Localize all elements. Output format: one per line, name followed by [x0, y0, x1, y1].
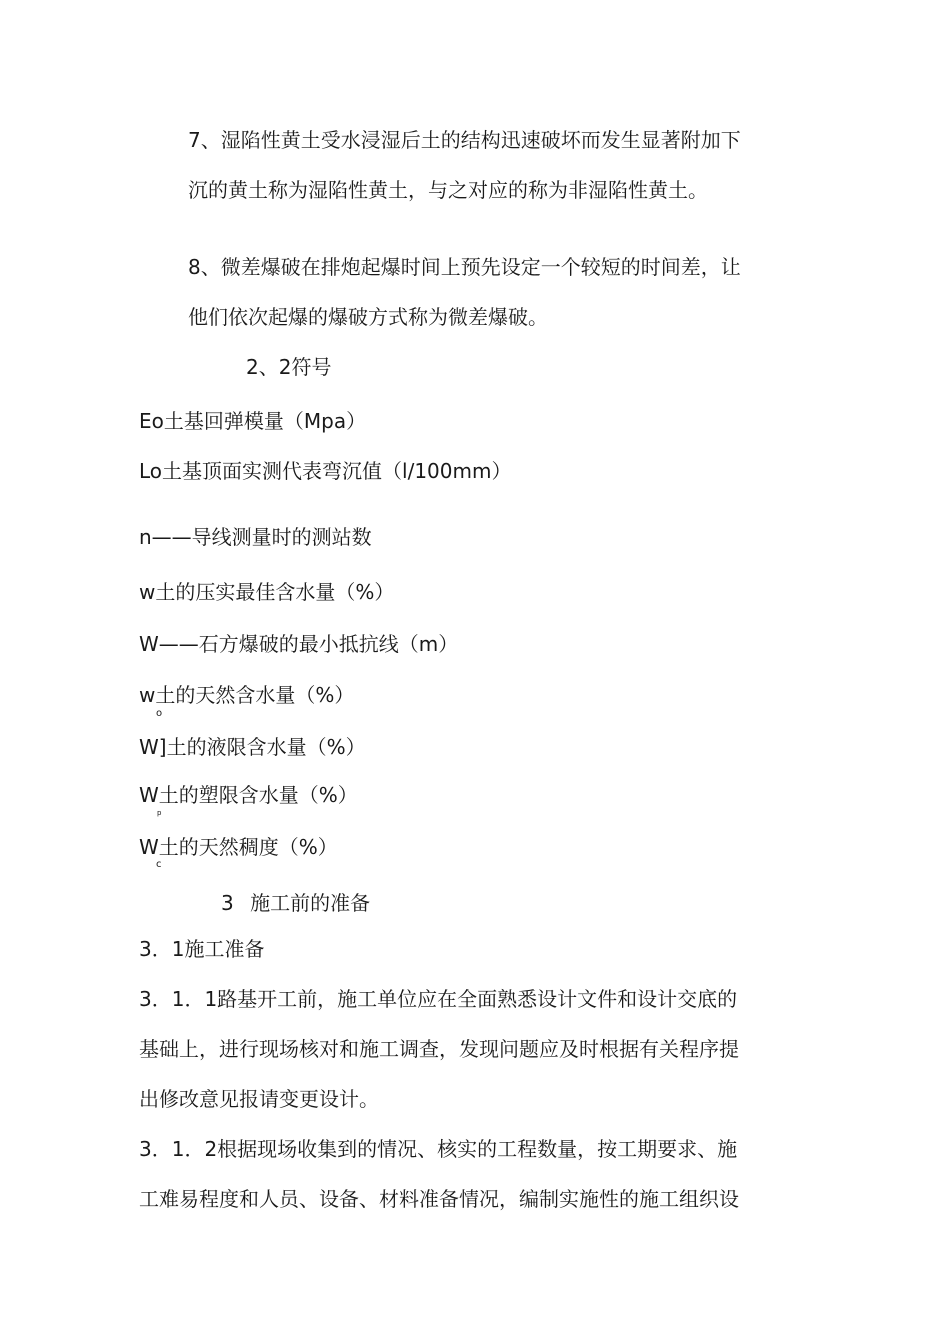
clause-3-1-2-line-2: 工难易程度和人员、设备、材料准备情况，编制实施性的施工组织设 — [139, 1187, 739, 1211]
clause-3-1-1-line-3: 出修改意见报请变更设计。 — [139, 1087, 379, 1111]
definition-8-line-2: 他们依次起爆的爆破方式称为微差爆破。 — [188, 305, 548, 329]
symbol-item-w-plastic: W土的塑限含水量（%） — [139, 783, 358, 807]
subscript-p: p — [157, 809, 162, 817]
definition-7-line-2: 沉的黄土称为湿陷性黄土，与之对应的称为非湿陷性黄土。 — [188, 178, 708, 202]
subscript-c: c — [156, 859, 162, 870]
definition-7-line-1: 7、湿陷性黄土受水浸湿后土的结构迅速破坏而发生显著附加下 — [188, 128, 741, 152]
symbol-item-w-natural: w土的天然含水量（%） — [139, 683, 355, 707]
symbol-item-eo: Eo土基回弹模量（Mpa） — [139, 409, 367, 433]
symbol-item-n: n——导线测量时的测站数 — [139, 525, 372, 549]
section-3-1-heading: 3．1施工准备 — [139, 937, 265, 961]
symbols-heading: 2、2符号 — [246, 355, 332, 379]
clause-3-1-1-line-1: 3．1．1路基开工前，施工单位应在全面熟悉设计文件和设计交底的 — [139, 987, 738, 1011]
definition-8-line-1: 8、微差爆破在排炮起爆时间上预先设定一个较短的时间差，让 — [188, 255, 741, 279]
clause-3-1-1-line-2: 基础上，进行现场核对和施工调查，发现问题应及时根据有关程序提 — [139, 1037, 739, 1061]
symbol-item-w-optimum: w土的压实最佳含水量（%） — [139, 580, 395, 604]
section-3-heading: 3 施工前的准备 — [221, 891, 371, 915]
symbol-item-w-liquid: W]土的液限含水量（%） — [139, 735, 366, 759]
symbol-item-w-resistance: W——石方爆破的最小抵抗线（m） — [139, 632, 459, 656]
symbol-item-lo: Lo土基顶面实测代表弯沉值（l/100mm） — [139, 459, 512, 483]
subscript-o: o — [156, 708, 163, 719]
symbol-item-w-consistency: W土的天然稠度（%） — [139, 835, 338, 859]
clause-3-1-2-line-1: 3．1．2根据现场收集到的情况、核实的工程数量，按工期要求、施 — [139, 1137, 738, 1161]
